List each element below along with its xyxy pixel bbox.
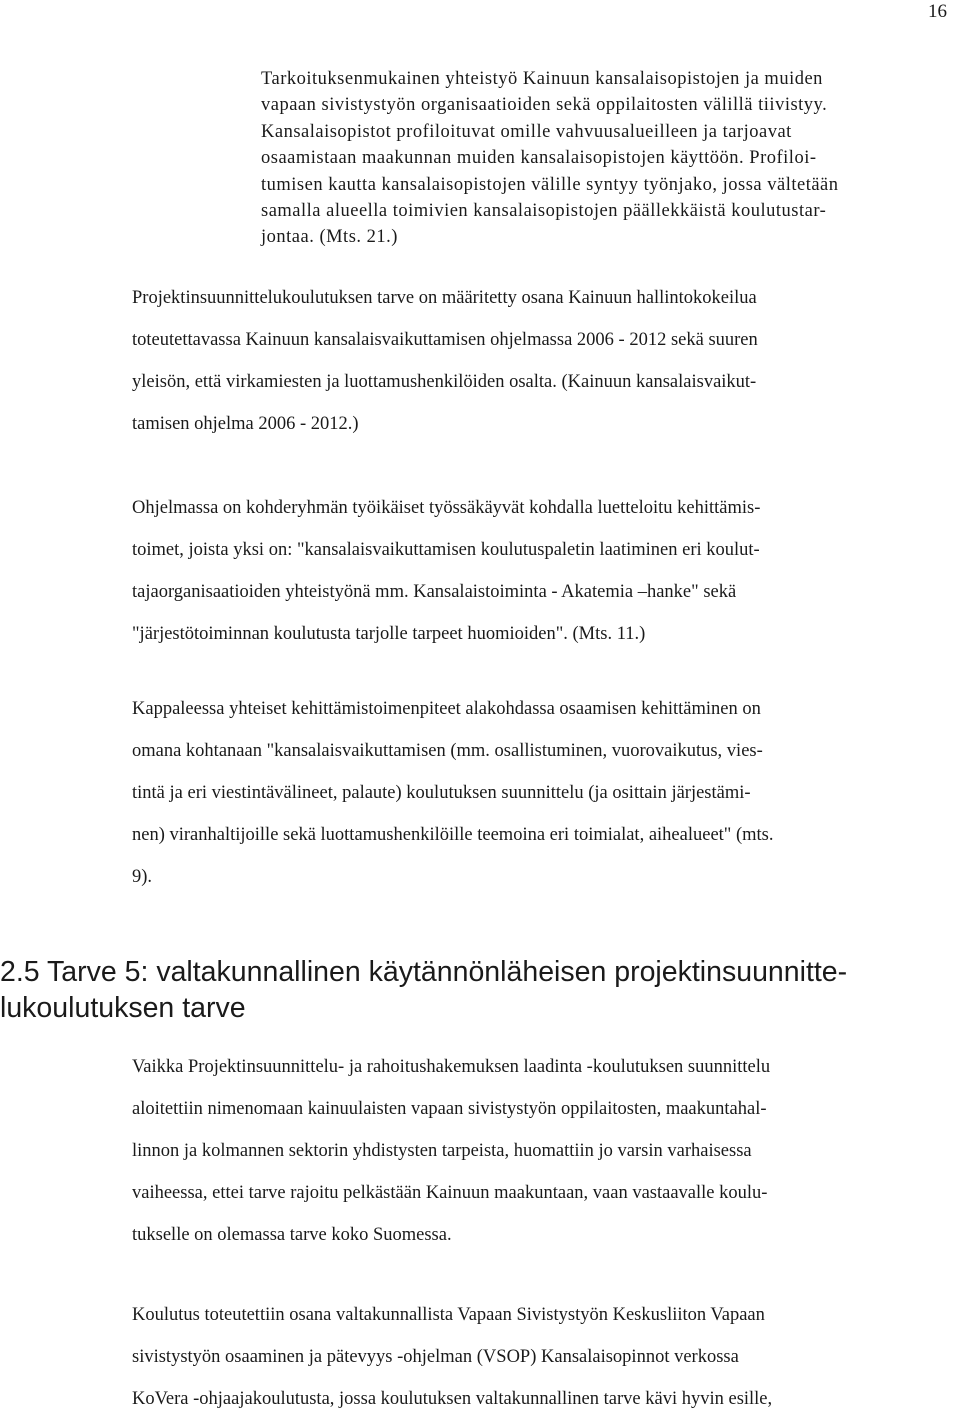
paragraph-line: Ohjelmassa on kohderyhmän työikäiset työssäkäyvät kohdalla luetteloitu kehittämis- <box>132 498 761 518</box>
paragraph-4 <box>132 1046 942 1256</box>
paragraph-1 <box>132 277 942 445</box>
paragraph-line: Projektinsuunnittelukoulutuksen tarve on määritetty osana Kainuun hallintokokeilua <box>132 288 757 308</box>
paragraph-line: yleisön, että virkamiesten ja luottamushenkilöiden osalta. (Kainuun kansalaisvaikut- <box>132 372 757 392</box>
quote-line: Kansalaisopistot profiloituvat omille vahvuusalueilleen ja tarjoavat <box>261 121 792 142</box>
paragraph-line: linnon ja kolmannen sektorin yhdistysten tarpeista, huomattiin jo varsin varhaisessa <box>132 1141 752 1161</box>
paragraph-line: Kappaleessa yhteiset kehittämistoimenpiteet alakohdassa osaamisen kehittäminen on <box>132 699 761 719</box>
paragraph-line: tamisen ohjelma 2006 - 2012.) <box>132 414 359 434</box>
paragraph-line: tintä ja eri viestintävälineet, palaute) koulutuksen suunnittelu (ja osittain järjestämi- <box>132 783 751 803</box>
paragraph-line: omana kohtanaan "kansalaisvaikuttamisen (mm. osallistuminen, vuorovaikutus, vies- <box>132 741 763 761</box>
quote-line: jontaa. (Mts. 21.) <box>261 227 398 248</box>
paragraph-line: nen) viranhaltijoille sekä luottamushenkilöille teemoina eri toimialat, aihealueet" (mts. <box>132 825 774 845</box>
paragraph-line: tajaorganisaatioiden yhteistyönä mm. Kansalaistoiminta - Akatemia –hanke" sekä <box>132 582 737 602</box>
quote-line: osaamistaan maakunnan muiden kansalaisopistojen käyttöön. Profiloi- <box>261 148 817 169</box>
paragraph-line: Vaikka Projektinsuunnittelu- ja rahoitushakemuksen laadinta -koulutuksen suunnittelu <box>132 1057 771 1077</box>
paragraph-5 <box>132 1294 942 1420</box>
paragraph-line: "järjestötoiminnan koulutusta tarjolle tarpeet huomioiden". (Mts. 11.) <box>132 624 646 644</box>
paragraph-line: sivistystyön osaaminen ja pätevyys -ohjelman (VSOP) Kansalaisopinnot verkossa <box>132 1347 739 1367</box>
heading-line: lukoulutuksen tarve <box>0 992 246 1024</box>
paragraph-2 <box>132 487 942 655</box>
paragraph-line: aloitettiin nimenomaan kainuulaisten vapaan sivistystyön oppilaitosten, maakuntahal- <box>132 1099 767 1119</box>
section-heading <box>0 954 960 1026</box>
paragraph-line: Koulutus toteutettiin osana valtakunnallista Vapaan Sivistystyön Keskusliiton Vapaan <box>132 1305 765 1325</box>
page-number: 16 <box>928 1 947 22</box>
paragraph-line: tukselle on olemassa tarve koko Suomessa. <box>132 1225 452 1245</box>
quote-line: vapaan sivistystyön organisaatioiden sekä oppilaitosten välillä tiivistyy. <box>261 95 828 116</box>
paragraph-line: toimet, joista yksi on: "kansalaisvaikuttamisen koulutuspaletin laatiminen eri koulut- <box>132 540 760 560</box>
quote-line: Tarkoituksenmukainen yhteistyö Kainuun kansalaisopistojen ja muiden <box>261 69 823 89</box>
paragraph-line: 9). <box>132 867 153 887</box>
paragraph-3 <box>132 688 942 898</box>
block-quote <box>261 66 941 251</box>
quote-line: tumisen kautta kansalaisopistojen välille syntyy työnjako, jossa vältetään <box>261 174 839 195</box>
quote-line: samalla alueella toimivien kansalaisopistojen päällekkäistä koulutustar- <box>261 201 827 222</box>
paragraph-line: KoVera -ohjaajakoulutusta, jossa koulutuksen valtakunnallinen tarve kävi hyvin esille, <box>132 1389 773 1409</box>
paragraph-line: toteutettavassa Kainuun kansalaisvaikuttamisen ohjelmassa 2006 - 2012 sekä suuren <box>132 330 758 350</box>
paragraph-line: vaiheessa, ettei tarve rajoitu pelkästään Kainuun maakuntaan, vaan vastaavalle koulu- <box>132 1183 768 1203</box>
heading-line: 2.5 Tarve 5: valtakunnallinen käytännönläheisen projektinsuunnitte- <box>0 956 848 988</box>
